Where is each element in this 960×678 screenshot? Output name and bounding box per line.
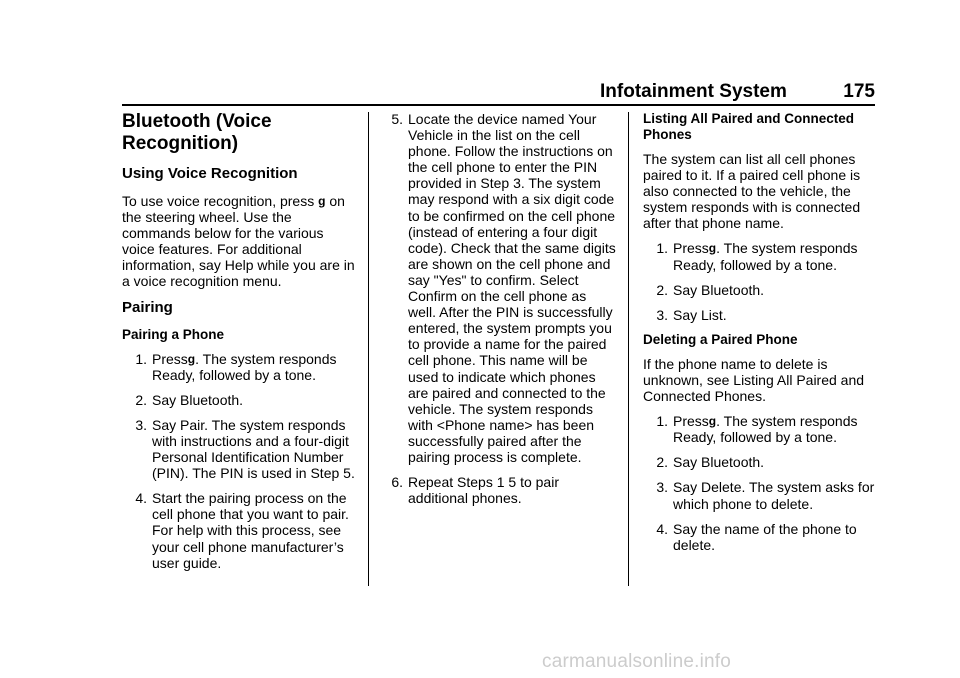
voice-recognition-icon: g bbox=[708, 414, 717, 429]
step-item: 4. Start the pairing process on the cell phone that you want to pair. For help with this process, see your cell phone manufacturer’s user guide. bbox=[135, 490, 349, 571]
voice-recognition-icon: g bbox=[187, 351, 196, 366]
step-item: 3. Say Pair. The system responds with instructions and a four-digit Personal Identification Number (PIN). The PIN is used in Step 5. bbox=[135, 416, 355, 482]
step-item: 3. Say List. bbox=[656, 306, 727, 323]
step-item: 1. Pressg. The system responds Ready, followed by a tone. bbox=[656, 240, 858, 273]
voice-recognition-icon: g bbox=[708, 241, 717, 256]
listing-paragraph: The system can list all cell phones paired to it. If a paired cell phone is also connected to the vehicle, the system responds with is connected after that phone name. bbox=[643, 151, 861, 232]
subsection-heading-voice: Using Voice Recognition bbox=[122, 165, 298, 182]
listing-heading: Listing All Paired and Connected Phones bbox=[643, 111, 855, 142]
step-item: 1. Pressg. The system responds Ready, followed by a tone. bbox=[656, 413, 858, 446]
column-divider-2 bbox=[628, 112, 629, 586]
deleting-steps bbox=[643, 413, 875, 553]
pairing-steps-continued bbox=[386, 111, 616, 506]
pairing-steps bbox=[122, 351, 357, 571]
column-3 bbox=[643, 111, 875, 562]
intro-paragraph: To use voice recognition, press g on the steering wheel. Use the commands below for the various voice features. For additional information, say Help while you are in a voice recognition menu. bbox=[122, 193, 355, 290]
section-heading: Bluetooth (Voice Recognition) bbox=[122, 111, 272, 154]
column-divider-1 bbox=[368, 112, 369, 586]
watermark: carmanualsonline.info bbox=[542, 651, 732, 672]
section-title: Infotainment System bbox=[600, 81, 787, 102]
voice-recognition-icon: g bbox=[318, 194, 326, 208]
header-rule bbox=[122, 104, 875, 106]
page-header bbox=[600, 81, 875, 103]
listing-steps bbox=[643, 240, 875, 322]
deleting-heading: Deleting a Paired Phone bbox=[643, 331, 798, 347]
step-item: 2. Say Bluetooth. bbox=[656, 281, 765, 298]
step-item: 3. Say Delete. The system asks for which phone to delete. bbox=[656, 479, 875, 512]
step-item: 4. Say the name of the phone to delete. bbox=[656, 520, 857, 553]
subsection-heading-pairing: Pairing bbox=[122, 298, 173, 316]
column-2 bbox=[386, 111, 616, 515]
deleting-paragraph: If the phone name to delete is unknown, see Listing All Paired and Connected Phones. bbox=[643, 355, 865, 405]
column-1 bbox=[122, 111, 357, 580]
pairing-subheading: Pairing a Phone bbox=[122, 326, 225, 342]
step-item: 5. Locate the device named Your Vehicle in the list on the cell phone. Follow the instructions on the cell phone to enter the PIN provided in Step 3. The system may respond with a six digit code to be confirmed on the cell phone (instead of entering a four digit code). Check that the same digits are shown on the cell phone and say "Yes" to confirm. Select Confirm on the cell phone as well. After the PIN is successfully entered, the system prompts you to provide a name for the paired cell phone. This name will be used to indicate which phones are paired and connected to the vehicle. The system responds with <Phone name> has been successfully paired after the pairing process is complete. bbox=[391, 111, 616, 465]
page-number: 175 bbox=[843, 81, 875, 102]
step-item: 1. Pressg. The system responds Ready, followed by a tone. bbox=[135, 350, 337, 383]
step-item: 2. Say Bluetooth. bbox=[135, 391, 244, 408]
step-item: 2. Say Bluetooth. bbox=[656, 454, 765, 471]
step-item: 6. Repeat Steps 1 5 to pair additional phones. bbox=[391, 474, 559, 507]
